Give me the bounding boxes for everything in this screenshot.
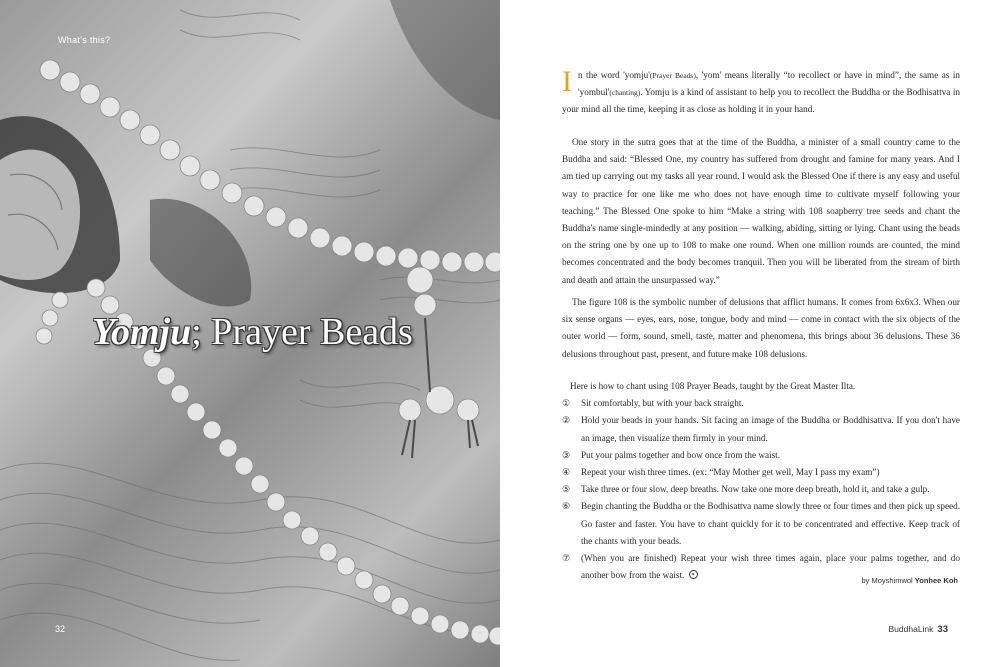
step-text: Hold your beads in your hands. Sit facing an image of the Buddha or Boddhisattva. If you don't have an image, then visualize them firmly in your mind. [581, 415, 960, 443]
step-item [562, 447, 960, 464]
drop-cap: I [562, 65, 572, 98]
step-text: Put your palms together and bow once from the waist. [581, 449, 781, 460]
step-number: ③ [562, 449, 571, 460]
step-text: (When you are finished) Repeat your wish three times again, place your palms together, and do another bow from the waist. [581, 553, 960, 581]
byline [861, 576, 958, 585]
step-number: ⑦ [562, 553, 571, 564]
step-number: ① [562, 398, 571, 409]
howto-intro: Here is how to chant using 108 Prayer Beads, taught by the Great Master Ilta. [570, 381, 856, 391]
intro-paragraph [562, 67, 960, 119]
intro-note-b: (chanting) [609, 88, 641, 98]
step-item [562, 498, 960, 550]
step-text: Begin chanting the Buddha or the Bodhisattva name slowly three or four times and then pick up speed. Go faster and faster. You have to chant quickly for it to be concentrated and effective. Keep track of the chants with your beads. [581, 501, 960, 546]
step-text: Sit comfortably, but with your back straight. [581, 398, 744, 409]
intro-text-c: . Yomju is a kind of assistant to help you to recollect the Buddha or the Bodhisattva in your mind all the time, keeping it as close as holding it in your hand. [562, 87, 960, 115]
byline-author: Yonhee Koh [914, 576, 958, 585]
step-item [562, 412, 960, 446]
byline-prefix: by Moyshimwol [861, 576, 913, 585]
magazine-name: BuddhaLink [888, 624, 934, 634]
intro-note-a: (Prayer Beads) [649, 71, 696, 80]
text-page [500, 0, 1000, 667]
page-number-right: 33 [937, 624, 948, 635]
symbolism-paragraph: The figure 108 is the symbolic number of delusions that afflict humans. It comes from 6x6x3. When our six sense organs — eyes, ears, nose, tongue, body and mind — come in contact with the six objects of the outer world — form, sound, smell, taste, matter and phenomena, this brings about 36 delusions. These 36 delusions throughout past, present, and future make 108 delusions. [562, 297, 960, 359]
article-title [92, 310, 413, 354]
page-footer [889, 624, 948, 635]
step-number: ⑤ [562, 484, 571, 495]
howto-section [562, 378, 960, 584]
step-item [562, 395, 960, 412]
story-paragraph: One story in the sutra goes that at the time of the Buddha, a minister of a small country came to the Buddha and said: “Blessed One, my country has suffered from drought and famine for many years. And I am tied up carrying out my tasks all year round. I would ask the Blessed One if there is any easy and useful way to practice for one like me who does not have enough time to cultivate myself following your teaching.” The Blessed One spoke to him “Make a string with 108 soapberry tree seeds and chant the Buddha's name single-mindedly at any position — walking, abiding, sitting or lying. Chant using the beads on the string one by one up to 108 to make one round. When one million rounds are counted, the mind becomes concentrated and the body becomes tranquil. Then you will be liberated from the stream of birth and death and attain the unsurpassed way.” [562, 137, 960, 285]
step-text: Repeat your wish three times. (ex: “May Mother get well, May I pass my exam”) [581, 467, 880, 478]
step-number: ② [562, 415, 571, 426]
title-emphasis: Yomju [92, 311, 192, 353]
step-item [562, 464, 960, 481]
section-label: What's this? [58, 35, 111, 45]
step-text: Take three or four slow, deep breaths. Now take one more deep breath, hold it, and take a gulp. [581, 484, 930, 495]
step-item [562, 481, 960, 498]
step-number: ④ [562, 467, 571, 478]
step-number: ⑥ [562, 501, 571, 512]
title-rest: ; Prayer Beads [191, 311, 413, 353]
dharma-wheel-icon [689, 570, 698, 579]
intro-text-a: n the word 'yomju' [578, 70, 650, 80]
intro-text-b: , 'yom' means literally “to recollect or have in mind”, the same as in 'yombul' [578, 70, 961, 98]
page-number-left: 32 [55, 624, 66, 634]
